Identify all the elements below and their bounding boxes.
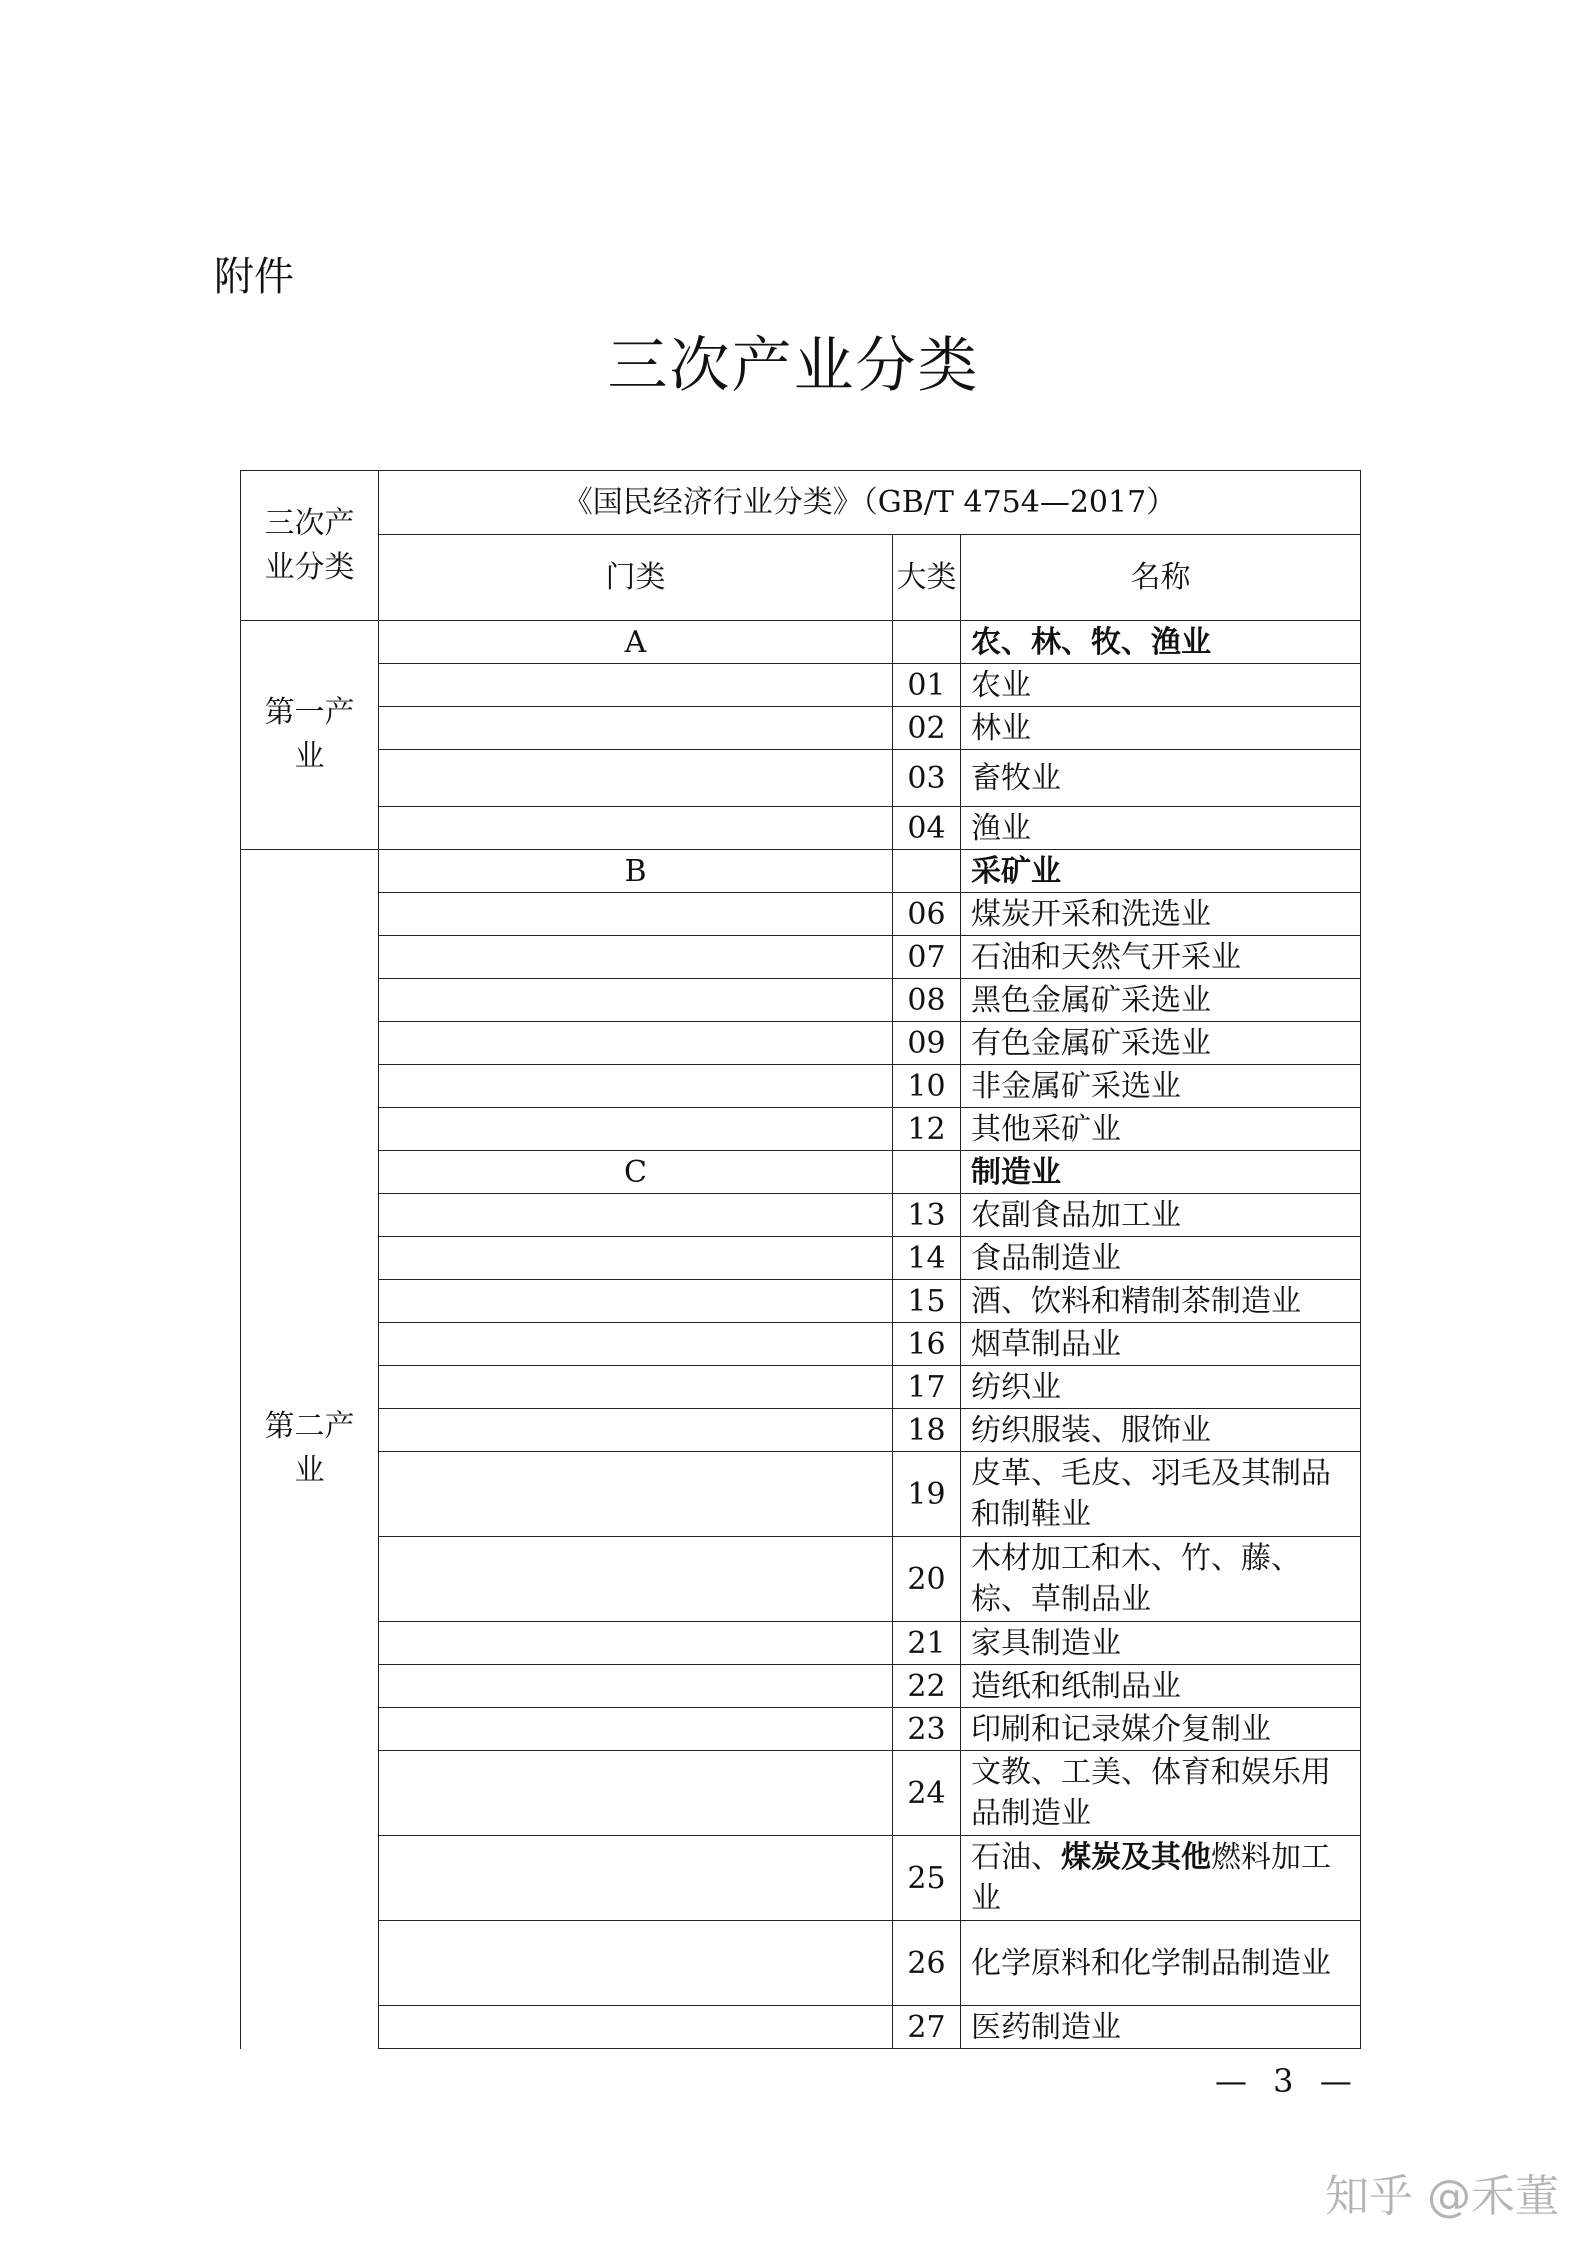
name-cell: 皮革、毛皮、羽毛及其制品和制鞋业 <box>961 1452 1361 1537</box>
door-cell <box>379 936 893 979</box>
name-cell: 林业 <box>961 707 1361 750</box>
door-cell <box>379 807 893 850</box>
code-cell: 07 <box>893 936 961 979</box>
page-number: — 3 — <box>1215 2062 1360 2100</box>
table-row <box>241 621 1361 664</box>
door-cell <box>379 1237 893 1280</box>
table-row <box>241 936 1361 979</box>
door-cell <box>379 1022 893 1065</box>
name-cell: 纺织服装、服饰业 <box>961 1409 1361 1452</box>
code-cell: 24 <box>893 1751 961 1836</box>
door-cell <box>379 750 893 807</box>
table-row <box>241 1622 1361 1665</box>
code-cell: 25 <box>893 1836 961 1921</box>
code-cell: 17 <box>893 1366 961 1409</box>
code-cell: 22 <box>893 1665 961 1708</box>
name-cell: 煤炭开采和洗选业 <box>961 893 1361 936</box>
code-cell: 16 <box>893 1323 961 1366</box>
table-row <box>241 1708 1361 1751</box>
door-cell <box>379 1280 893 1323</box>
table-row <box>241 1665 1361 1708</box>
table-row <box>241 1065 1361 1108</box>
header-three-sector: 三次产业分类 <box>241 471 379 621</box>
door-cell <box>379 664 893 707</box>
name-cell: 农、林、牧、渔业 <box>961 621 1361 664</box>
code-cell: 15 <box>893 1280 961 1323</box>
door-cell <box>379 893 893 936</box>
table-row <box>241 1751 1361 1836</box>
name-cell: 畜牧业 <box>961 750 1361 807</box>
code-cell: 20 <box>893 1537 961 1622</box>
name-cell: 烟草制品业 <box>961 1323 1361 1366</box>
code-cell: 06 <box>893 893 961 936</box>
code-cell: 08 <box>893 979 961 1022</box>
page-title: 三次产业分类 <box>607 331 980 401</box>
header-name: 名称 <box>961 535 1361 621</box>
door-cell <box>379 1194 893 1237</box>
sector-secondary: 第二产业 <box>241 850 379 2049</box>
table-row <box>241 2006 1361 2049</box>
table-row <box>241 850 1361 893</box>
door-cell <box>379 979 893 1022</box>
table-row <box>241 664 1361 707</box>
code-cell: 26 <box>893 1921 961 2006</box>
table-row <box>241 1280 1361 1323</box>
name-cell: 制造业 <box>961 1151 1361 1194</box>
name-cell: 文教、工美、体育和娱乐用品制造业 <box>961 1751 1361 1836</box>
name-cell: 采矿业 <box>961 850 1361 893</box>
name-cell: 其他采矿业 <box>961 1108 1361 1151</box>
name-cell: 食品制造业 <box>961 1237 1361 1280</box>
door-cell <box>379 1665 893 1708</box>
door-cell <box>379 1108 893 1151</box>
code-cell: 23 <box>893 1708 961 1751</box>
name-cell: 化学原料和化学制品制造业 <box>961 1921 1361 2006</box>
name-cell: 农业 <box>961 664 1361 707</box>
door-cell <box>379 1366 893 1409</box>
header-door: 门类 <box>379 535 893 621</box>
door-cell <box>379 1751 893 1836</box>
table-row <box>241 1237 1361 1280</box>
name-cell: 农副食品加工业 <box>961 1194 1361 1237</box>
door-cell <box>379 1836 893 1921</box>
table-row <box>241 1022 1361 1065</box>
table-row <box>241 1323 1361 1366</box>
name-cell: 非金属矿采选业 <box>961 1065 1361 1108</box>
name-cell: 黑色金属矿采选业 <box>961 979 1361 1022</box>
header-standard: 《国民经济行业分类》（GB/T 4754—2017） <box>379 471 1361 535</box>
code-cell: 12 <box>893 1108 961 1151</box>
door-cell: A <box>379 621 893 664</box>
code-cell <box>893 850 961 893</box>
door-cell <box>379 1537 893 1622</box>
door-cell <box>379 1622 893 1665</box>
code-cell: 14 <box>893 1237 961 1280</box>
code-cell <box>893 1151 961 1194</box>
code-cell: 19 <box>893 1452 961 1537</box>
door-cell <box>379 707 893 750</box>
name-cell: 医药制造业 <box>961 2006 1361 2049</box>
name-cell: 纺织业 <box>961 1366 1361 1409</box>
code-cell: 10 <box>893 1065 961 1108</box>
table-row <box>241 1151 1361 1194</box>
code-cell: 04 <box>893 807 961 850</box>
table-row <box>241 1108 1361 1151</box>
table-row <box>241 1921 1361 2006</box>
name-cell: 木材加工和木、竹、藤、棕、草制品业 <box>961 1537 1361 1622</box>
industry-classification-table <box>240 470 1361 2049</box>
table-row <box>241 1452 1361 1537</box>
table-row <box>241 707 1361 750</box>
name-part: 燃料加工业 <box>971 1840 1331 1916</box>
table-header-row <box>241 471 1361 535</box>
door-cell <box>379 1452 893 1537</box>
name-cell: 印刷和记录媒介复制业 <box>961 1708 1361 1751</box>
name-cell: 石油和天然气开采业 <box>961 936 1361 979</box>
sector-primary: 第一产业 <box>241 621 379 850</box>
name-part-bold: 煤炭及其他 <box>1061 1840 1211 1875</box>
code-cell: 02 <box>893 707 961 750</box>
code-cell <box>893 621 961 664</box>
door-cell <box>379 1708 893 1751</box>
watermark: 知乎 @禾董 <box>1325 2171 1559 2222</box>
code-cell: 27 <box>893 2006 961 2049</box>
table-row <box>241 1537 1361 1622</box>
name-cell: 有色金属矿采选业 <box>961 1022 1361 1065</box>
door-cell <box>379 1921 893 2006</box>
code-cell: 01 <box>893 664 961 707</box>
table-row <box>241 750 1361 807</box>
door-cell: C <box>379 1151 893 1194</box>
name-cell: 酒、饮料和精制茶制造业 <box>961 1280 1361 1323</box>
table-row <box>241 893 1361 936</box>
table-row <box>241 1366 1361 1409</box>
table-row <box>241 979 1361 1022</box>
name-cell: 渔业 <box>961 807 1361 850</box>
name-part: 石油、 <box>971 1840 1061 1875</box>
table-subheader-row <box>241 535 1361 621</box>
code-cell: 13 <box>893 1194 961 1237</box>
name-cell <box>961 1836 1361 1921</box>
table-row <box>241 807 1361 850</box>
table-row <box>241 1194 1361 1237</box>
door-cell <box>379 1323 893 1366</box>
table-row <box>241 1836 1361 1921</box>
name-cell: 家具制造业 <box>961 1622 1361 1665</box>
code-cell: 21 <box>893 1622 961 1665</box>
code-cell: 18 <box>893 1409 961 1452</box>
door-cell <box>379 2006 893 2049</box>
code-cell: 09 <box>893 1022 961 1065</box>
door-cell <box>379 1409 893 1452</box>
code-cell: 03 <box>893 750 961 807</box>
attachment-label: 附件 <box>214 254 294 300</box>
door-cell: B <box>379 850 893 893</box>
header-major: 大类 <box>893 535 961 621</box>
table-row <box>241 1409 1361 1452</box>
name-cell: 造纸和纸制品业 <box>961 1665 1361 1708</box>
door-cell <box>379 1065 893 1108</box>
